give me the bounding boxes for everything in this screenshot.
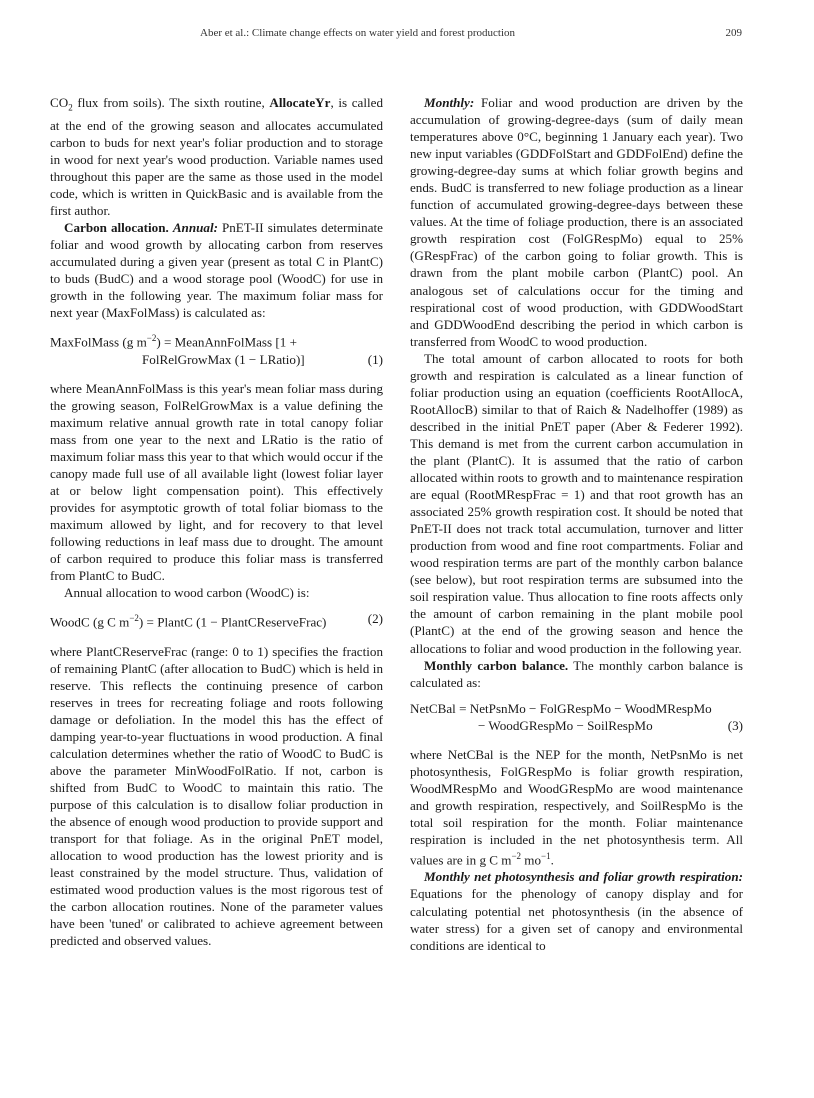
paragraph: Monthly net photosynthesis and foliar growth respiration: Equations for the phenology of canopy display and for calculating potential net photosynthesis (in the absence of water stress) for a given set of canopy and environmental conditions are identical to	[410, 869, 743, 953]
left-column	[50, 94, 383, 950]
paragraph: $CO_2$ flux from soils). The sixth routine, AllocateYr, is called at the end of the growing season and allocates accumulated carbon to buds for next year's foliar production and to storage in wood for next year's wood production. Variable names used throughout this paper are the same as those used in the model code, which is written in QuickBasic and is available from the first author.	[50, 95, 383, 218]
equation-1: MaxFolMass (g $m^{-2}$) = MeanAnnFolMass [1 + FolRelGrowMax (1 − LRatio)] (1)	[50, 333, 383, 367]
subsection-heading: Annual:	[172, 219, 218, 235]
equation-3: NetCBal = NetPsnMo − FolGRespMo − WoodMRespMo − WoodGRespMo − SoilRespMo (3)	[410, 700, 743, 733]
equation-number: (1)	[367, 351, 383, 367]
routine-name: AllocateYr	[269, 95, 331, 110]
paragraph: Monthly: Foliar and wood production are driven by the accumulation of growing-degree-days (sum of daily mean temperatures above 0°C, beginning 1 January each year). Two new input variables (GDDFolStart and GDDFolEnd) define the growing-degree-day sums at which foliar growth begins and ends. BudC is transferred to new foliage production as a linear function of accumulated growing-degree-days between these values. At the time of foliage production, there is an associated growth respiration cost (FolGRespMo) equal to 25% (GRespFrac) of the carbon going to foliar growth. This is drawn from the plant mobile carbon (PlantC) pool. An analogous set of calculations occur for the timing and respirational cost of wood production, with GDDWoodStart and GDDWoodEnd describing the period in which carbon is transferred from WoodC to wood production.	[410, 95, 743, 349]
equation-number: (3)	[727, 717, 743, 733]
paragraph: where PlantCReserveFrac (range: 0 to 1) specifies the fraction of remaining PlantC (after allocation to BudC) which is held in reserve. This reflects the continuing presence of carbon reserves in trees for recreating foliage and roots following damage or defoliation. In the model this has the effect of damping year-to-year fluctuations in wood production. A final calculation determines whether the ratio of WoodC to BudC is above the parameter MinWoodFolRatio. If not, carbon is shifted from BudC to WoodC to maintain this ratio. The purpose of this calculation is to disallow foliar production in the absence of enough wood production to provide support and transport for that foliage. As in the original PnET model, allocation to wood production has the lowest priority and is least constrained by the model structure. Thus, validation of estimated wood production values is the most rigorous test of the carbon allocation routines. None of the parameter values have been 'tuned' or calibrated to achieve agreement between predicted and observed values.	[50, 643, 383, 949]
subsection-heading: Monthly:	[424, 95, 475, 110]
paragraph: Carbon allocation. Annual: PnET-II simulates determinate foliar and wood growth by allocating carbon from reserves accumulated during a given year (present as total C in PlantC) to buds (BudC) and a wood storage pool (WoodC) for use in growth in the following year. The maximum foliar mass for next year (MaxFolMass) is calculated as:	[50, 219, 383, 321]
paragraph: The total amount of carbon allocated to roots for both growth and respiration is calculated as a linear function of foliar production using an equation (coefficients RootAllocA, RootAllocB) similar to that of Raich & Nadelhoffer (1989) as described in the initial PnET paper (Aber & Federer 1992). This demand is met from the current carbon accumulation in the plant (PlantC). It is assumed that the ratio of carbon allocated within roots to growth and to maintenance respiration are equal (RootMRespFrac = 1) and that root growth has an associated 25% growth respiration cost. It should be noted that PnET-II does not track total accumulation, turnover and litter production from wood and fine root compartments. Foliar and wood respiration terms are part of the monthly carbon balance (see below), but root respiration terms are subsumed into the soil respiration value. Thus allocation to fine roots affects only the amount of carbon remaining in the plant mobile pool (PlantC) at the end of the growing season and hence the allocations to foliar and wood production in the following year.	[410, 350, 743, 656]
paragraph: where NetCBal is the NEP for the month, NetPsnMo is net photosynthesis, FolGRespMo is foliar growth respiration, WoodMRespMo and WoodGRespMo are wood maintenance and growth respiration, respectively, and SoilRespMo is the total soil respiration for the month. Foliar maintenance respiration is included in the net photosynthesis term. All values are in g C $m^{-2}$ $mo^{-1}$.	[410, 746, 743, 868]
equation-number: (2)	[367, 611, 383, 627]
section-heading: Carbon allocation.	[64, 219, 173, 235]
page-number: 209	[725, 27, 742, 39]
paragraph: where MeanAnnFolMass is this year's mean foliar mass during the growing season, FolRelGrowMax is a value defining the maximum relative annual growth rate in total canopy foliar mass from one year to the next and LRatio is the ratio of maximum foliar mass this year to that which would occur if the canopy made full use of all available light (lowest foliar layer at or below light compensation point). This effectively provides for asymptotic growth of total foliar biomass to the maximum allowed by light, and for recovery to that level following reductions in leaf mass due to drought. The amount of carbon required to produce this foliar mass is transferred from PlantC to BudC.	[50, 380, 383, 584]
paragraph: Annual allocation to wood carbon (WoodC) is:	[64, 585, 310, 601]
running-header	[40, 27, 742, 47]
section-heading: Monthly carbon balance.	[424, 657, 569, 673]
equation-2: WoodC (g C $m^{-2}$) = PlantC (1 − PlantCReserveFrac) (2)	[50, 611, 383, 630]
right-column	[410, 94, 743, 954]
subsection-heading: Monthly net photosynthesis and foliar growth respiration:	[424, 869, 743, 885]
running-title: Aber et al.: Climate change effects on water yield and forest production	[200, 27, 516, 39]
paragraph: Monthly carbon balance. The monthly carbon balance is calculated as:	[410, 657, 743, 690]
